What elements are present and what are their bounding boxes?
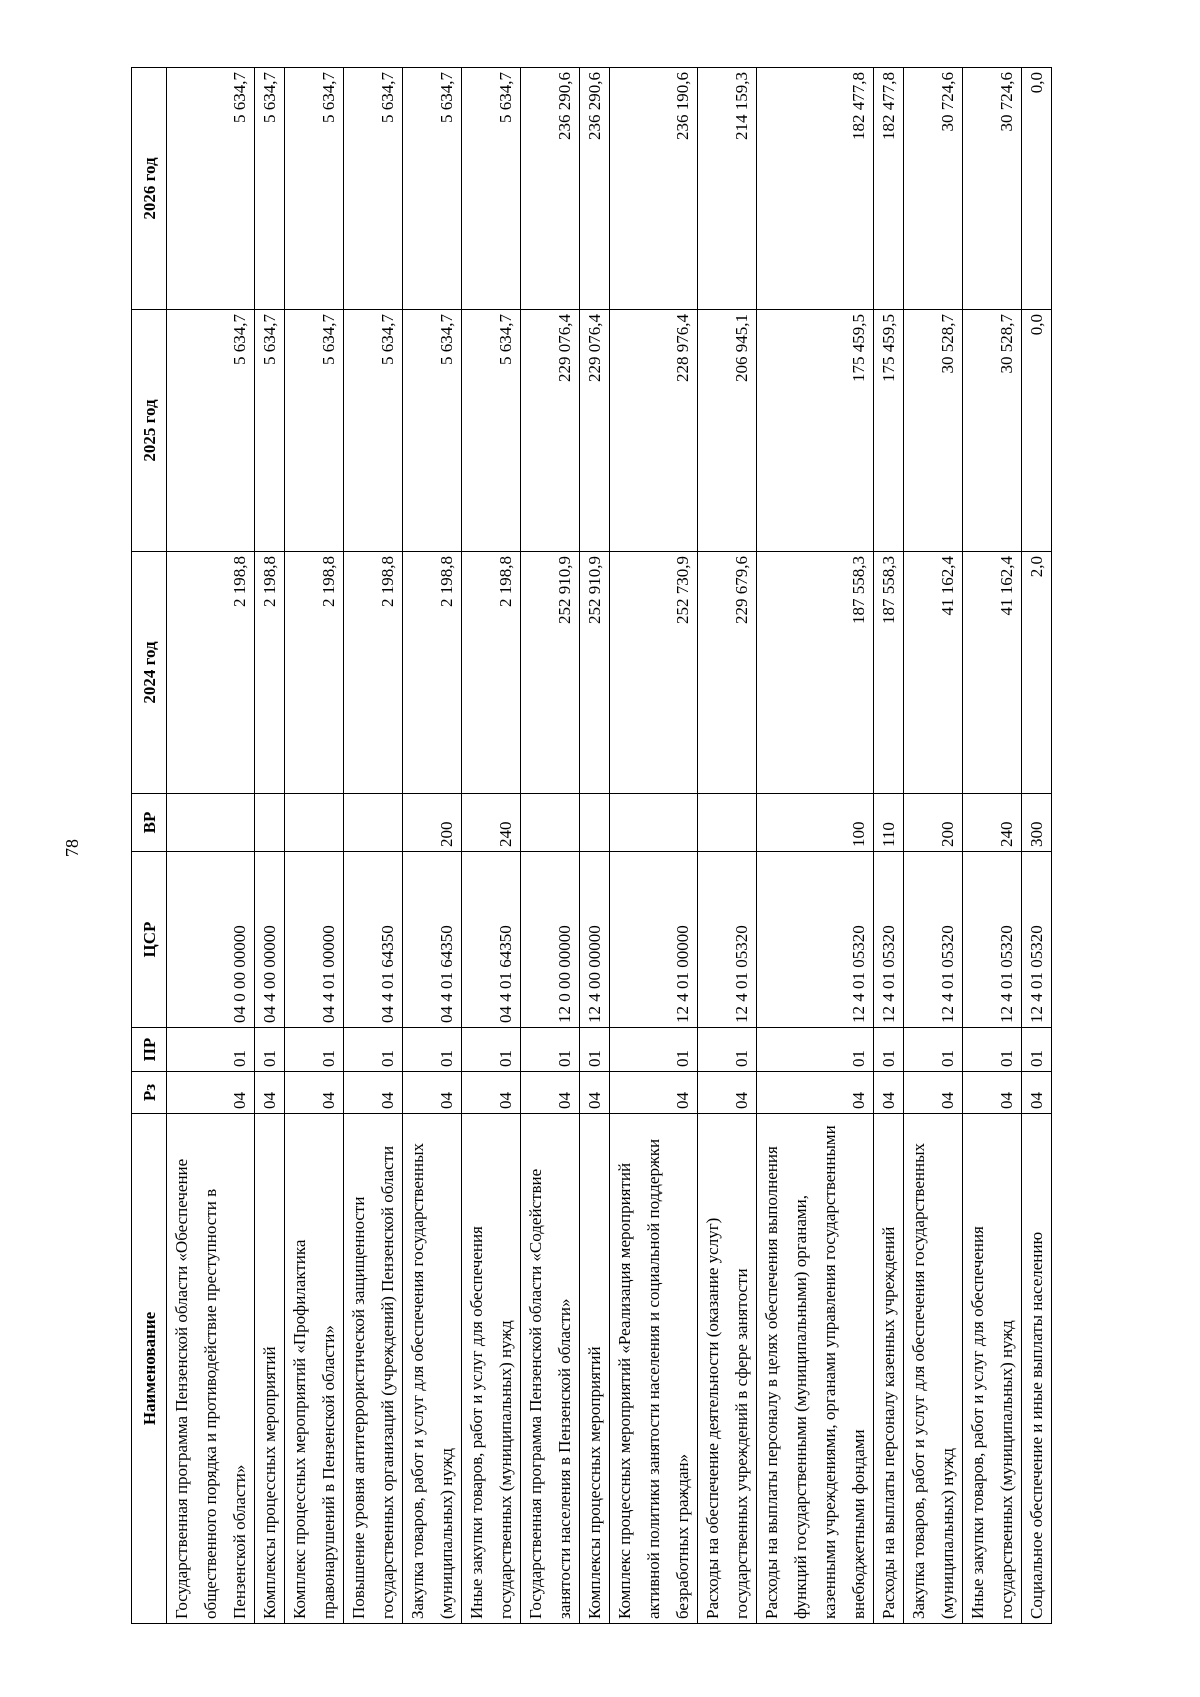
cell-2026: 5 634,7: [167, 68, 255, 310]
cell-name: Комплексы процессных мероприятий: [580, 1114, 610, 1624]
cell-csr: 04 4 01 00000: [285, 852, 344, 1028]
header-2025: 2025 год: [132, 310, 167, 552]
cell-2024: 2 198,8: [285, 552, 344, 794]
cell-name: Закупка товаров, работ и услуг для обеспечения государственных (муниципальных) нужд: [403, 1114, 462, 1624]
cell-2025: 30 528,7: [963, 310, 1022, 552]
cell-2025: 175 459,5: [757, 310, 874, 552]
cell-csr: 04 4 01 64350: [403, 852, 462, 1028]
cell-2026: 182 477,8: [757, 68, 874, 310]
cell-name: Расходы на обеспечение деятельности (оказание услуг) государственных учреждений в сфере занятости: [698, 1114, 757, 1624]
cell-2026: 236 190,6: [610, 68, 698, 310]
cell-vr: [344, 794, 403, 852]
cell-2025: 5 634,7: [255, 310, 285, 552]
table-row: [963, 68, 1022, 1624]
table-row: [580, 68, 610, 1624]
cell-2026: 0,0: [1022, 68, 1052, 310]
cell-name: Закупка товаров, работ и услуг для обеспечения государственных (муниципальных) нужд: [904, 1114, 963, 1624]
cell-2025: 5 634,7: [285, 310, 344, 552]
cell-vr: 300: [1022, 794, 1052, 852]
cell-2025: 228 976,4: [610, 310, 698, 552]
table-row: [285, 68, 344, 1624]
table-row: [874, 68, 904, 1624]
cell-2024: 2 198,8: [255, 552, 285, 794]
cell-csr: 12 4 00 00000: [580, 852, 610, 1028]
cell-vr: [580, 794, 610, 852]
cell-2025: 0,0: [1022, 310, 1052, 552]
cell-pr: 01: [167, 1028, 255, 1072]
cell-csr: 04 0 00 00000: [167, 852, 255, 1028]
cell-csr: 12 4 01 05320: [874, 852, 904, 1028]
cell-2026: 30 724,6: [963, 68, 1022, 310]
cell-csr: 12 4 01 00000: [610, 852, 698, 1028]
header-vr: ВР: [132, 794, 167, 852]
cell-csr: 12 4 01 05320: [963, 852, 1022, 1028]
cell-rz: 04: [580, 1072, 610, 1114]
cell-name: Комплекс процессных мероприятий «Профилактика правонарушений в Пензенской области»: [285, 1114, 344, 1624]
cell-rz: 04: [167, 1072, 255, 1114]
rotated-page-content: [131, 68, 1058, 1624]
cell-2024: 187 558,3: [757, 552, 874, 794]
cell-name: Расходы на выплаты персоналу в целях обеспечения выполнения функций государственными (муниципальными) органами, казенными учреждениями, органами управления государственными внебюджетными фондами: [757, 1114, 874, 1624]
cell-vr: [255, 794, 285, 852]
cell-2026: 5 634,7: [403, 68, 462, 310]
cell-pr: 01: [963, 1028, 1022, 1072]
table-row: [904, 68, 963, 1624]
table-row: [1022, 68, 1052, 1624]
cell-2026: 5 634,7: [344, 68, 403, 310]
cell-vr: 240: [462, 794, 521, 852]
cell-name: Повышение уровня антитеррористической защищенности государственных организаций (учреждений) Пензенской области: [344, 1114, 403, 1624]
header-rz: Рз: [132, 1072, 167, 1114]
table-row: [521, 68, 580, 1624]
cell-2024: 187 558,3: [874, 552, 904, 794]
cell-name: Комплексы процессных мероприятий: [255, 1114, 285, 1624]
cell-pr: 01: [757, 1028, 874, 1072]
table-header-row: [132, 68, 167, 1624]
cell-pr: 01: [403, 1028, 462, 1072]
cell-pr: 01: [255, 1028, 285, 1072]
cell-2024: 229 679,6: [698, 552, 757, 794]
cell-vr: [285, 794, 344, 852]
cell-rz: 04: [698, 1072, 757, 1114]
cell-rz: 04: [344, 1072, 403, 1114]
cell-2025: 30 528,7: [904, 310, 963, 552]
cell-pr: 01: [580, 1028, 610, 1072]
cell-2026: 5 634,7: [255, 68, 285, 310]
cell-rz: 04: [403, 1072, 462, 1114]
header-csr: ЦСР: [132, 852, 167, 1028]
header-pr: ПР: [132, 1028, 167, 1072]
cell-name: Иные закупки товаров, работ и услуг для обеспечения государственных (муниципальных) нужд: [462, 1114, 521, 1624]
table-row: [167, 68, 255, 1624]
cell-vr: 240: [963, 794, 1022, 852]
cell-2026: 214 159,3: [698, 68, 757, 310]
header-2026: 2026 год: [132, 68, 167, 310]
cell-2026: 236 290,6: [521, 68, 580, 310]
table-row: [698, 68, 757, 1624]
cell-name: Иные закупки товаров, работ и услуг для обеспечения государственных (муниципальных) нужд: [963, 1114, 1022, 1624]
header-2024: 2024 год: [132, 552, 167, 794]
cell-csr: 12 4 01 05320: [904, 852, 963, 1028]
cell-name: Государственная программа Пензенской области «Обеспечение общественного порядка и противодействие преступности в Пензенской области»: [167, 1114, 255, 1624]
cell-2024: 252 910,9: [580, 552, 610, 794]
header-name: Наименование: [132, 1114, 167, 1624]
cell-pr: 01: [285, 1028, 344, 1072]
cell-vr: [167, 794, 255, 852]
cell-2024: 252 910,9: [521, 552, 580, 794]
cell-2025: 5 634,7: [167, 310, 255, 552]
cell-2026: 182 477,8: [874, 68, 904, 310]
cell-name: Государственная программа Пензенской области «Содействие занятости населения в Пензенской области»: [521, 1114, 580, 1624]
cell-vr: [698, 794, 757, 852]
cell-2025: 5 634,7: [344, 310, 403, 552]
cell-name: Расходы на выплаты персоналу казенных учреждений: [874, 1114, 904, 1624]
cell-csr: 04 4 00 00000: [255, 852, 285, 1028]
cell-pr: 01: [521, 1028, 580, 1072]
cell-2026: 5 634,7: [285, 68, 344, 310]
cell-rz: 04: [462, 1072, 521, 1114]
cell-rz: 04: [904, 1072, 963, 1114]
table-row: [610, 68, 698, 1624]
cell-rz: 04: [610, 1072, 698, 1114]
cell-csr: 12 4 01 05320: [757, 852, 874, 1028]
cell-2024: 2 198,8: [344, 552, 403, 794]
cell-csr: 04 4 01 64350: [462, 852, 521, 1028]
cell-name: Комплекс процессных мероприятий «Реализация мероприятий активной политики занятости населения и социальной поддержки безработных граждан»: [610, 1114, 698, 1624]
cell-2024: 252 730,9: [610, 552, 698, 794]
budget-table: [131, 67, 1052, 1624]
cell-csr: 12 0 00 00000: [521, 852, 580, 1028]
cell-vr: [610, 794, 698, 852]
cell-2026: 236 290,6: [580, 68, 610, 310]
cell-2024: 41 162,4: [963, 552, 1022, 794]
cell-vr: 200: [904, 794, 963, 852]
cell-vr: 100: [757, 794, 874, 852]
cell-pr: 01: [462, 1028, 521, 1072]
cell-2024: 2 198,8: [403, 552, 462, 794]
cell-rz: 04: [757, 1072, 874, 1114]
cell-pr: 01: [904, 1028, 963, 1072]
cell-rz: 04: [963, 1072, 1022, 1114]
cell-rz: 04: [521, 1072, 580, 1114]
cell-2024: 41 162,4: [904, 552, 963, 794]
cell-rz: 04: [255, 1072, 285, 1114]
cell-2025: 229 076,4: [580, 310, 610, 552]
cell-rz: 04: [874, 1072, 904, 1114]
cell-csr: 04 4 01 64350: [344, 852, 403, 1028]
table-row: [757, 68, 874, 1624]
cell-2025: 229 076,4: [521, 310, 580, 552]
cell-pr: 01: [1022, 1028, 1052, 1072]
cell-rz: 04: [1022, 1072, 1052, 1114]
table-body: [167, 68, 1052, 1624]
cell-2024: 2 198,8: [167, 552, 255, 794]
table-row: [255, 68, 285, 1624]
table-row: [344, 68, 403, 1624]
cell-vr: 200: [403, 794, 462, 852]
cell-2026: 5 634,7: [462, 68, 521, 310]
cell-pr: 01: [344, 1028, 403, 1072]
cell-2024: 2,0: [1022, 552, 1052, 794]
page-number: 78: [62, 839, 82, 857]
cell-name: Социальное обеспечение и иные выплаты населению: [1022, 1114, 1052, 1624]
cell-2024: 2 198,8: [462, 552, 521, 794]
cell-2026: 30 724,6: [904, 68, 963, 310]
cell-2025: 5 634,7: [403, 310, 462, 552]
cell-rz: 04: [285, 1072, 344, 1114]
cell-pr: 01: [698, 1028, 757, 1072]
cell-csr: 12 4 01 05320: [1022, 852, 1052, 1028]
cell-pr: 01: [874, 1028, 904, 1072]
cell-2025: 5 634,7: [462, 310, 521, 552]
cell-vr: 110: [874, 794, 904, 852]
cell-vr: [521, 794, 580, 852]
table-row: [462, 68, 521, 1624]
table-row: [403, 68, 462, 1624]
cell-2025: 175 459,5: [874, 310, 904, 552]
cell-pr: 01: [610, 1028, 698, 1072]
cell-2025: 206 945,1: [698, 310, 757, 552]
cell-csr: 12 4 01 05320: [698, 852, 757, 1028]
